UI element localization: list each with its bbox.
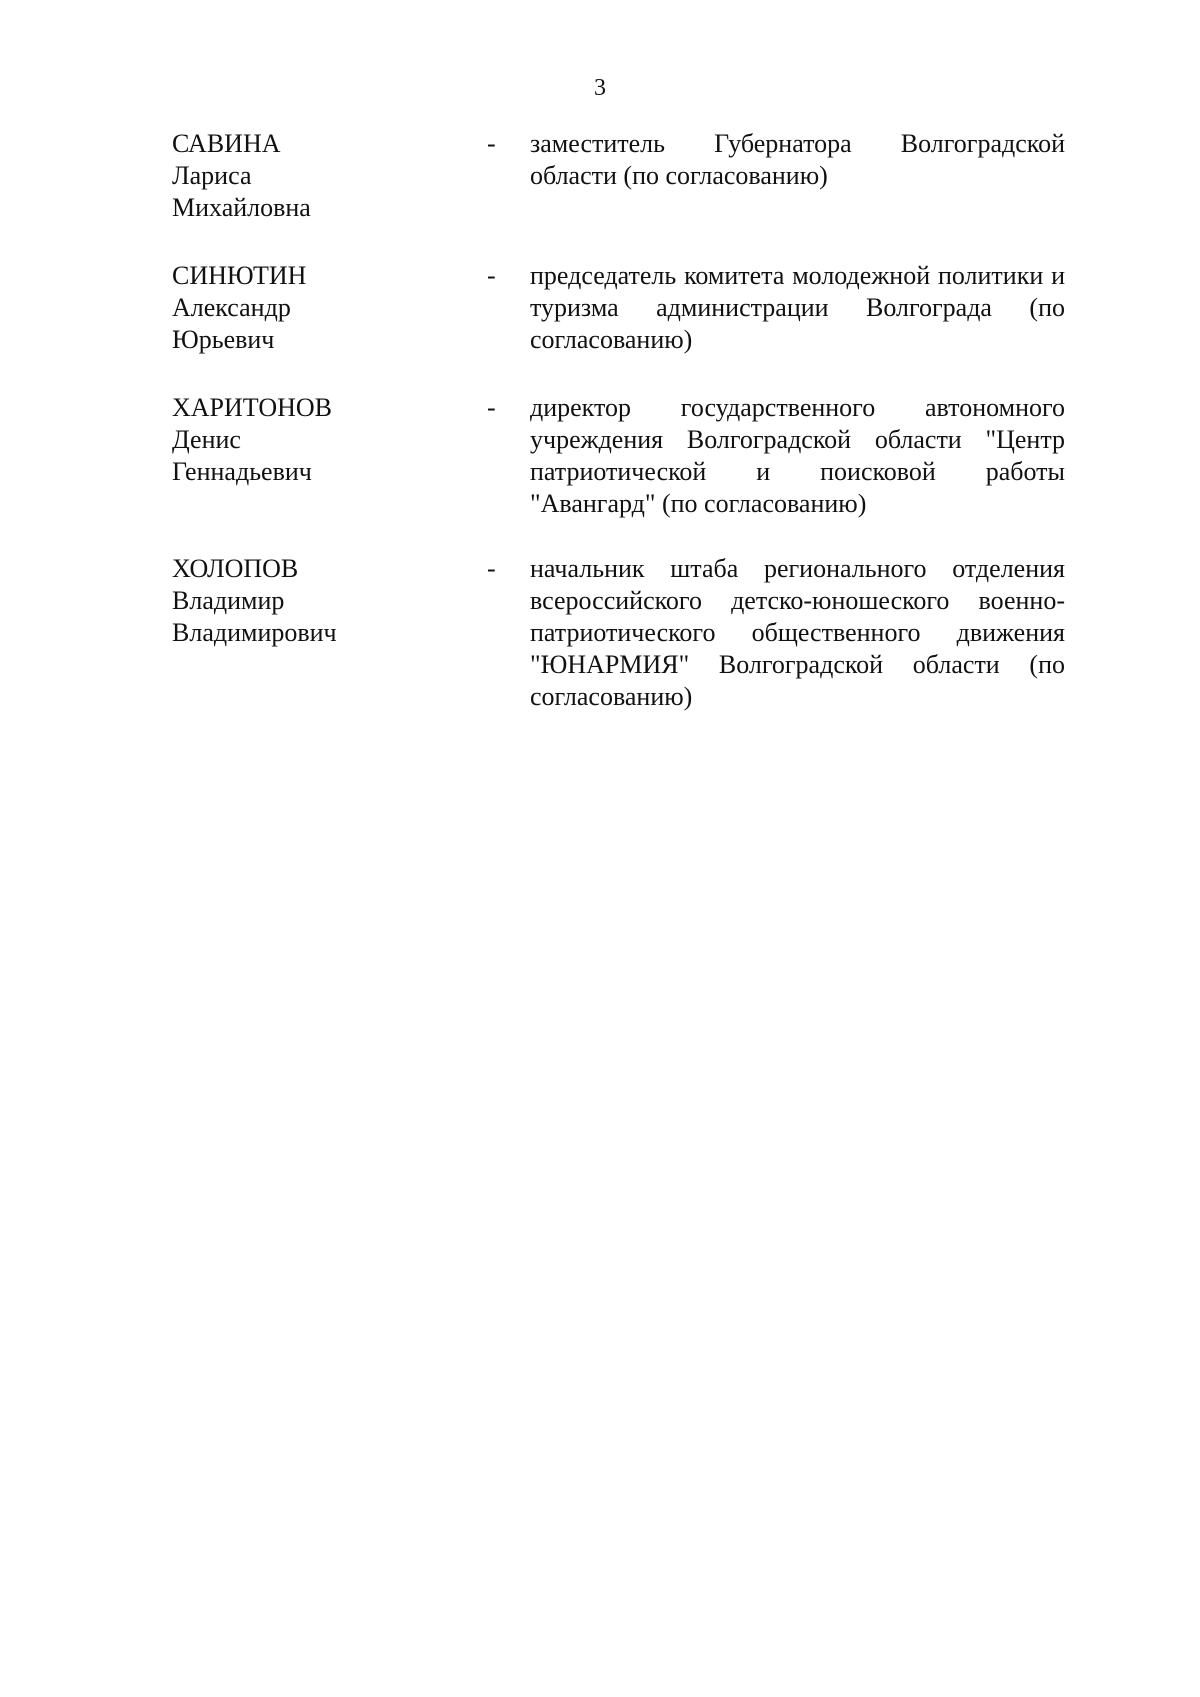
member-surname: ХОЛОПОВ: [172, 554, 299, 583]
member-description: директор государственного автономного учреждения Волгоградской области "Центр патриотической и поисковой работы "Авангард" (по согласованию): [530, 393, 1065, 518]
member-dash: -: [487, 129, 496, 158]
member-name: [172, 553, 487, 649]
member-patronymic: Владимирович: [172, 618, 337, 647]
member-patronymic: Геннадьевич: [172, 457, 312, 486]
member-surname: ХАРИТОНОВ: [172, 393, 332, 422]
member-first-name: Александр: [172, 293, 291, 322]
member-description: председатель комитета молодежной политики и туризма администрации Волгограда (по согласованию): [530, 261, 1065, 354]
member-entry: [172, 128, 1080, 224]
member-first-name: Лариса: [172, 161, 252, 190]
member-first-name: Владимир: [172, 586, 285, 615]
member-dash: -: [487, 393, 496, 422]
member-surname: СИНЮТИН: [172, 261, 307, 290]
member-dash: -: [487, 261, 496, 290]
member-entry: [172, 392, 1080, 520]
member-patronymic: Михайловна: [172, 193, 311, 222]
member-description: начальник штаба регионального отделения всероссийского детско-юношеского военно-патриотического общественного движения "ЮНАРМИЯ" Волгоградской области (по согласованию): [530, 554, 1065, 711]
member-list: [172, 128, 1080, 749]
member-entry: [172, 553, 1080, 713]
page-number: 3: [594, 75, 606, 101]
member-name: [172, 128, 487, 224]
member-description: заместитель Губернатора Волгоградской области (по согласованию): [530, 129, 1065, 190]
member-name: [172, 260, 487, 356]
member-entry: [172, 260, 1080, 356]
member-dash: -: [487, 554, 496, 583]
member-first-name: Денис: [172, 425, 241, 454]
member-patronymic: Юрьевич: [172, 325, 275, 354]
member-name: [172, 392, 487, 488]
member-surname: САВИНА: [172, 129, 281, 158]
